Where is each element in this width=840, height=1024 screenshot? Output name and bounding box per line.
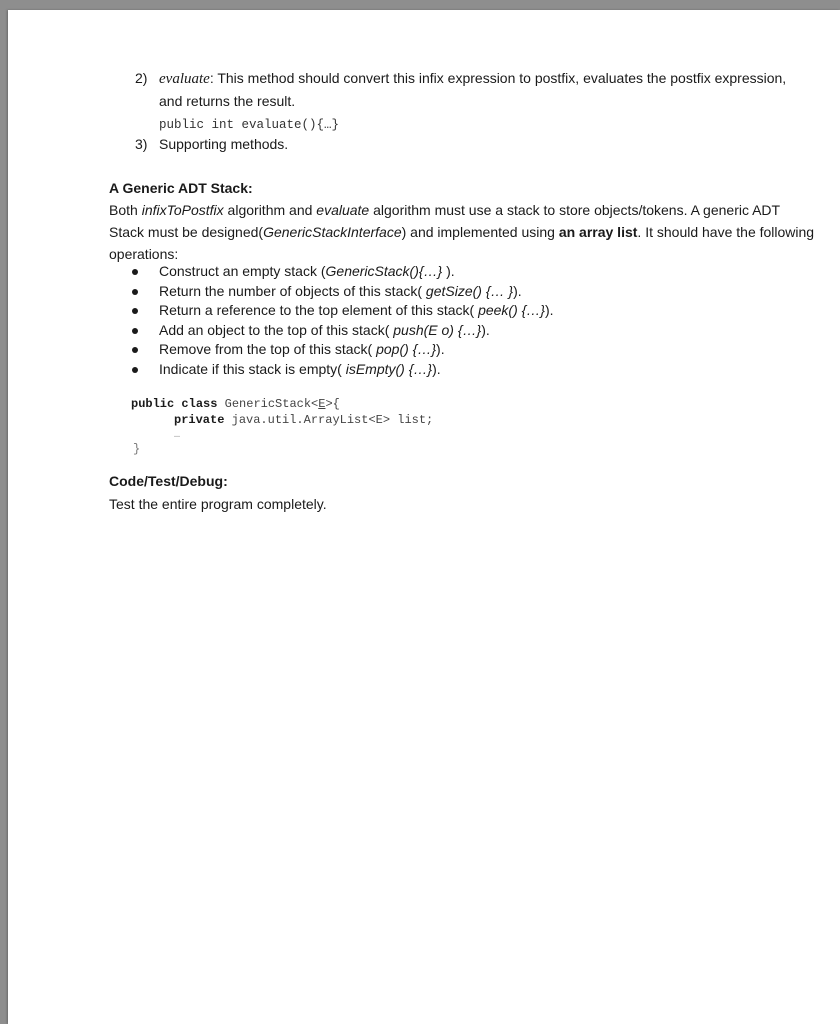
evaluate-desc-line2: and returns the result. [159,93,296,109]
list-item: Remove from the top of this stack( pop() {…}). [109,340,554,360]
para-text: algorithm must use a stack to store objects/tokens. A generic ADT Stack must be designed( [109,202,780,240]
evaluate-desc-line1: : This method should convert this infix expression to postfix, evaluates the postfix expression, [209,70,787,86]
list-item: Add an object to the top of this stack( push(E o) {…}). [109,321,554,341]
list-item: Return the number of objects of this stack( getSize() {… }). [109,282,554,302]
stack-description-paragraph [109,199,817,265]
para-text: . It should have the following operations: [109,224,815,262]
bullet-icon [132,289,138,295]
operations-list [109,262,554,380]
para-emphasis: evaluate [316,202,370,218]
list-item: Return a reference to the top element of this stack( peek() {…}). [109,301,554,321]
evaluate-signature: public int evaluate(){…} [159,118,340,132]
test-text: Test the entire program completely. [109,496,327,512]
code-line-ellipsis: … [174,430,181,441]
bullet-icon [132,367,138,373]
para-text: ) and implemented using [401,224,559,240]
section-heading-stack: A Generic ADT Stack: [109,180,253,196]
bullet-icon [132,347,138,353]
bullet-icon [132,308,138,314]
list-item-body [159,67,799,136]
para-text: algorithm and [223,202,317,218]
code-line-class: public class GenericStack<E>{ [131,397,340,411]
section-heading-test: Code/Test/Debug: [109,473,228,489]
para-emphasis: GenericStackInterface [263,224,402,240]
list-number: 2) [135,70,148,86]
para-emphasis: infixToPostfix [141,202,224,218]
document-body [8,10,840,1024]
list-item-body [159,133,799,155]
list-number: 3) [135,136,148,152]
code-line-field: private java.util.ArrayList<E> list; [174,413,434,427]
bullet-icon [132,328,138,334]
bullet-icon [132,269,138,275]
method-name: evaluate [159,71,210,87]
code-line-close: } [133,442,141,456]
document-page [8,10,840,1024]
para-text: Both [109,202,142,218]
list-item: Indicate if this stack is empty( isEmpty() {…}). [109,360,554,380]
supporting-text: Supporting methods. [159,136,289,152]
para-bold: an array list [558,224,638,240]
list-item: Construct an empty stack (GenericStack(){…} ). [109,262,554,282]
